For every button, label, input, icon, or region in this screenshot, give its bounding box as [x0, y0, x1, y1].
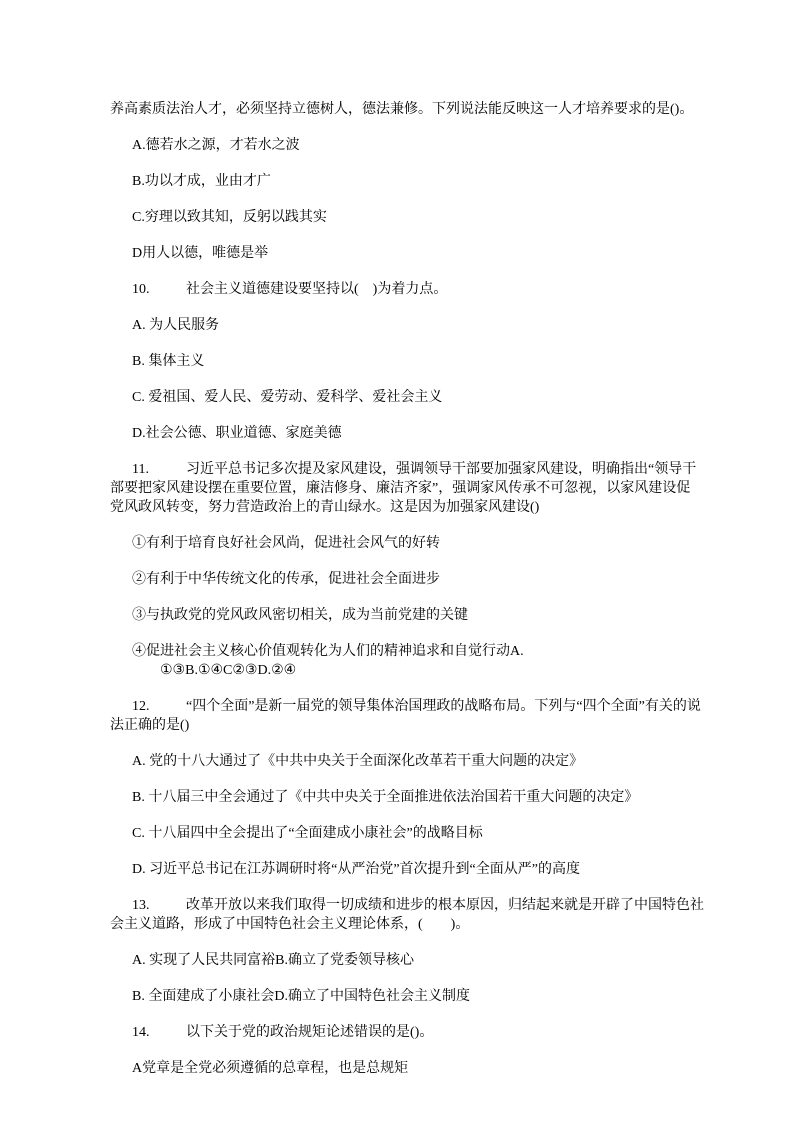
question-13-option-row-1: A. 实现了人民共同富裕B.确立了党委领导核心 [132, 953, 414, 968]
question-11-number: 11. [132, 462, 149, 477]
question-13-stem-text: 改革开放以来我们取得一切成绩和进步的根本原因，归结起来就是开辟了中国特色社会主义道路，形成了中国特色社会主义理论体系，( )。 [110, 898, 704, 932]
question-13-number: 13. [132, 898, 150, 913]
question-10-option-a: A. 为人民服务 [132, 318, 220, 333]
question-14-option-a: A党章是全党必须遵循的总章程，也是总规矩 [132, 1061, 409, 1076]
question-12-stem-text: “四个全面”是新一届党的领导集体治国理政的战略布局。下列与“四个全面”有关的说法正确的是() [110, 699, 701, 733]
question-12-option-c: C. 十八届四中全会提出了“全面建成小康社会”的战略目标 [132, 826, 483, 841]
question-13-stem [110, 896, 704, 934]
question-10-number: 10. [132, 282, 150, 297]
question-10-stem [110, 280, 704, 299]
question-11-statement-3: ③与执政党的党风政风密切相关，成为当前党建的关键 [132, 608, 468, 623]
question-10-stem-text: 社会主义道德建设要坚持以( )为着力点。 [186, 282, 448, 297]
question-14-number: 14. [132, 1025, 150, 1040]
question-14-stem-text: 以下关于党的政治规矩论述错误的是()。 [186, 1025, 434, 1040]
question-9-stem-continuation: 养高素质法治人才，必须坚持立德树人，德法兼修。下列说法能反映这一人才培养要求的是()。 [110, 102, 694, 117]
question-9-option-c: C.穷理以致其知，反躬以践其实 [132, 210, 327, 225]
question-14-stem [110, 1023, 704, 1042]
question-10-option-b: B. 集体主义 [132, 354, 205, 369]
question-11-statement-4: ④促进社会主义核心价值观转化为人们的精神追求和自觉行动A. [132, 644, 524, 659]
question-12-number: 12. [132, 699, 150, 714]
question-12-option-d: D. 习近平总书记在江苏调研时将“从严治党”首次提升到“全面从严”的高度 [132, 862, 580, 877]
question-9-option-a: A.德若水之源，才若水之波 [132, 138, 300, 153]
question-13-option-row-2: B. 全面建成了小康社会D.确立了中国特色社会主义制度 [132, 989, 470, 1004]
question-10-option-c: C. 爱祖国、爱人民、爱劳动、爱科学、爱社会主义 [132, 390, 443, 405]
question-12-stem [110, 697, 704, 735]
question-11-stem [110, 460, 704, 517]
question-12-option-a: A. 党的十八大通过了《中共中央关于全面深化改革若干重大问题的决定》 [132, 754, 584, 769]
question-11-stem-text: 习近平总书记多次提及家风建设，强调领导干部要加强家风建设，明确指出“领导干部要把家风建设摆在重要位置，廉洁修身、廉洁齐家”，强调家风传承不可忽视，以家风建设促党风政风转变，努力营造政治上的青山绿水。这是因为加强家风建设() [110, 462, 697, 515]
question-11-options-line: ①③B.①④C②③D.②④ [160, 663, 297, 678]
question-12-option-b: B. 十八届三中全会通过了《中共中央关于全面推进依法治国若干重大问题的决定》 [132, 790, 639, 805]
question-11-statement-2: ②有利于中华传统文化的传承，促进社会全面进步 [132, 572, 440, 587]
question-9-option-d: D用人以德，唯德是举 [132, 246, 269, 261]
question-11-statement-1: ①有利于培育良好社会风尚，促进社会风气的好转 [132, 536, 440, 551]
question-9-option-b: B.功以才成，业由才广 [132, 174, 271, 189]
question-10-option-d: D.社会公德、职业道德、家庭美德 [132, 426, 342, 441]
